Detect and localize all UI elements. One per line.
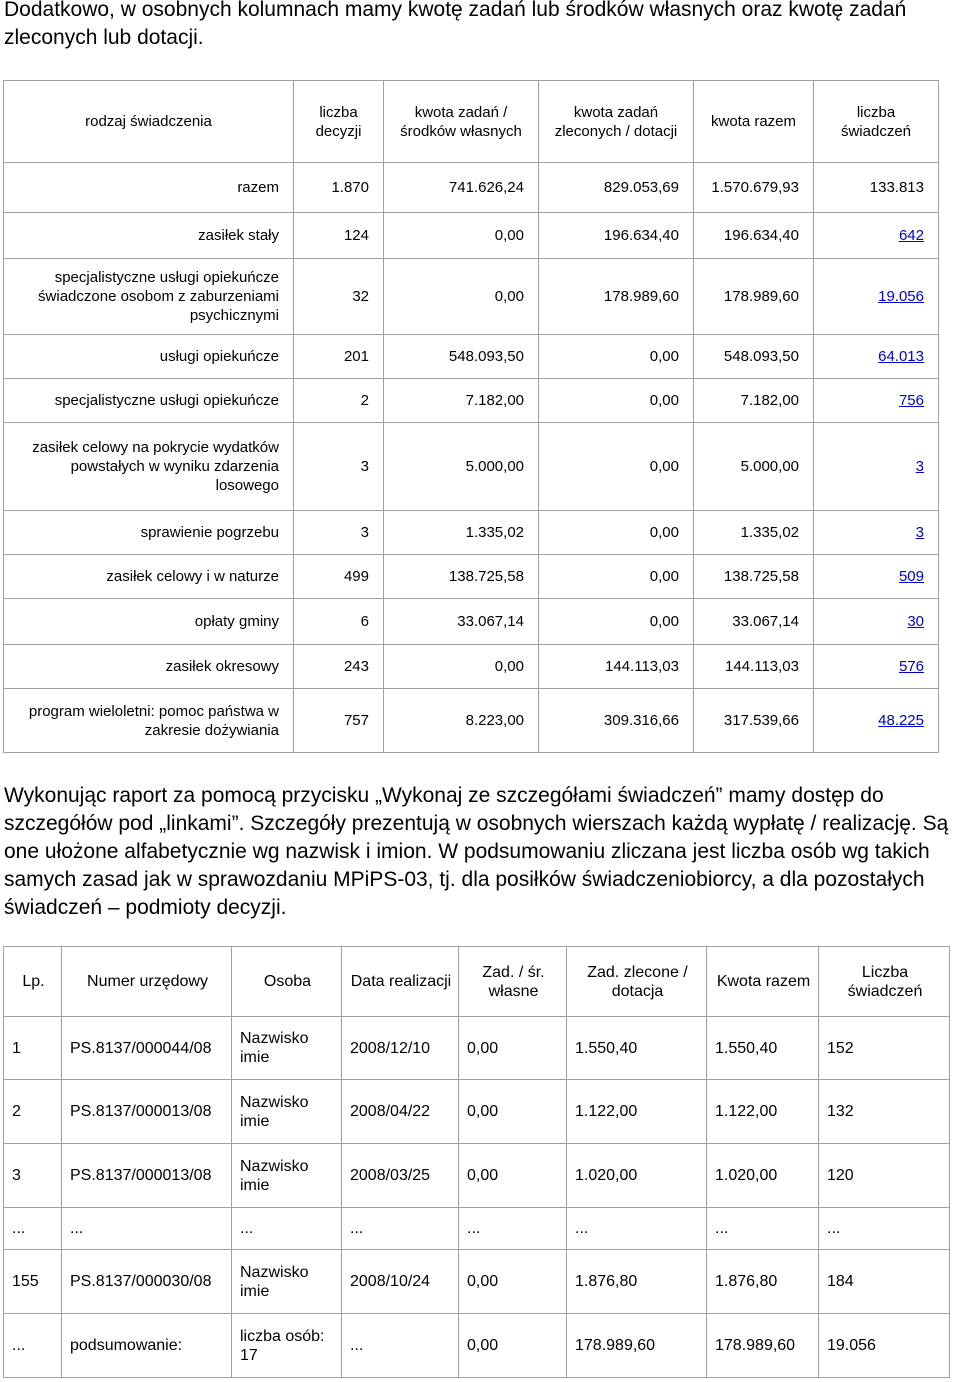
benefit-count-link[interactable]: 19.056 bbox=[878, 288, 924, 305]
table-cell: PS.8137/000044/08 bbox=[62, 1017, 232, 1080]
table-cell: 0,00 bbox=[384, 259, 539, 335]
table-cell bbox=[814, 511, 939, 555]
table-cell: 1.020,00 bbox=[707, 1144, 819, 1208]
table-cell: sprawienie pogrzebu bbox=[4, 511, 294, 555]
table-cell: 178.989,60 bbox=[694, 259, 814, 335]
table-cell bbox=[814, 645, 939, 689]
table-cell: PS.8137/000030/08 bbox=[62, 1250, 232, 1314]
table-cell: specjalistyczne usługi opiekuńcze bbox=[4, 379, 294, 423]
table-cell: 548.093,50 bbox=[384, 335, 539, 379]
table-cell: ... bbox=[819, 1208, 950, 1250]
table-cell: 0,00 bbox=[459, 1144, 567, 1208]
table-cell: 2 bbox=[294, 379, 384, 423]
table-row bbox=[4, 163, 939, 213]
table-cell: 132 bbox=[819, 1080, 950, 1144]
table-cell: 144.113,03 bbox=[694, 645, 814, 689]
table-cell: liczba osób: 17 bbox=[232, 1314, 342, 1378]
table-cell: 201 bbox=[294, 335, 384, 379]
table-cell: PS.8137/000013/08 bbox=[62, 1080, 232, 1144]
table-row bbox=[4, 423, 939, 511]
table-cell: ... bbox=[707, 1208, 819, 1250]
column-header: kwota zadań zleconych / dotacji bbox=[539, 81, 694, 163]
table-row bbox=[4, 259, 939, 335]
table-cell: 2008/12/10 bbox=[342, 1017, 459, 1080]
table-cell: 309.316,66 bbox=[539, 689, 694, 753]
table-cell bbox=[814, 689, 939, 753]
table-cell: 32 bbox=[294, 259, 384, 335]
table-cell: PS.8137/000013/08 bbox=[62, 1144, 232, 1208]
table-row bbox=[4, 1314, 950, 1378]
table-cell: 178.989,60 bbox=[567, 1314, 707, 1378]
table-row bbox=[4, 213, 939, 259]
table-cell bbox=[814, 599, 939, 645]
table-cell: ... bbox=[567, 1208, 707, 1250]
table-row bbox=[4, 335, 939, 379]
intro-paragraph: Dodatkowo, w osobnych kolumnach mamy kwotę zadań lub środków własnych oraz kwotę zadań zleconych lub dotacji. bbox=[4, 0, 907, 49]
table-cell: 0,00 bbox=[384, 213, 539, 259]
table-cell: 0,00 bbox=[459, 1250, 567, 1314]
description-paragraph: Wykonując raport za pomocą przycisku „Wykonaj ze szczegółami świadczeń” mamy dostęp do szczegółów pod „linkami”. Szczegóły prezentują w osobnych wierszach każdą wypłatę / realizację. Są one ułożone alfabetycznie wg nazwisk i imion. W podsumowaniu zliczana jest liczba osób wg takich samych zasad jak w sprawozdaniu MPiPS-03, tj. dla posiłków świadczeniobiorcy, a dla pozostałych świadczeń – podmioty decyzji. bbox=[4, 784, 949, 919]
table-cell: 1.122,00 bbox=[567, 1080, 707, 1144]
table-header-row bbox=[4, 947, 950, 1017]
table-cell: program wieloletni: pomoc państwa w zakresie dożywiania bbox=[4, 689, 294, 753]
table-cell: 3 bbox=[294, 423, 384, 511]
table-cell: 5.000,00 bbox=[384, 423, 539, 511]
table-cell: 741.626,24 bbox=[384, 163, 539, 213]
table-cell: ... bbox=[342, 1208, 459, 1250]
table-header-row bbox=[4, 81, 939, 163]
table-cell: opłaty gminy bbox=[4, 599, 294, 645]
table-cell: 120 bbox=[819, 1144, 950, 1208]
table-cell: 19.056 bbox=[819, 1314, 950, 1378]
table-cell: 0,00 bbox=[539, 379, 694, 423]
table-cell: 1 bbox=[4, 1017, 62, 1080]
table-cell: 243 bbox=[294, 645, 384, 689]
column-header: Liczba świadczeń bbox=[819, 947, 950, 1017]
table-row bbox=[4, 379, 939, 423]
table-cell: Nazwisko imie bbox=[232, 1017, 342, 1080]
table-cell bbox=[814, 379, 939, 423]
table-cell: 0,00 bbox=[539, 555, 694, 599]
table-row bbox=[4, 511, 939, 555]
table-cell: 317.539,66 bbox=[694, 689, 814, 753]
table-cell: razem bbox=[4, 163, 294, 213]
table-cell: 138.725,58 bbox=[384, 555, 539, 599]
benefit-count-link[interactable]: 64.013 bbox=[878, 348, 924, 365]
table-cell bbox=[814, 335, 939, 379]
table-cell: 499 bbox=[294, 555, 384, 599]
table-cell: zasiłek celowy na pokrycie wydatków powstałych w wyniku zdarzenia losowego bbox=[4, 423, 294, 511]
table-cell: 196.634,40 bbox=[539, 213, 694, 259]
benefit-count-link[interactable]: 576 bbox=[898, 658, 924, 675]
table-cell: usługi opiekuńcze bbox=[4, 335, 294, 379]
column-header: kwota zadań / środków własnych bbox=[384, 81, 539, 163]
table-cell: 2008/10/24 bbox=[342, 1250, 459, 1314]
table-cell: 155 bbox=[4, 1250, 62, 1314]
table-row bbox=[4, 1208, 950, 1250]
table-cell: 8.223,00 bbox=[384, 689, 539, 753]
benefit-count-link[interactable]: 48.225 bbox=[878, 712, 924, 729]
table-row bbox=[4, 1144, 950, 1208]
column-header: Kwota razem bbox=[707, 947, 819, 1017]
column-header: Osoba bbox=[232, 947, 342, 1017]
table-cell: 1.550,40 bbox=[567, 1017, 707, 1080]
table-cell: 0,00 bbox=[459, 1080, 567, 1144]
table-cell: 33.067,14 bbox=[694, 599, 814, 645]
table-cell: Nazwisko imie bbox=[232, 1144, 342, 1208]
table-cell: 1.870 bbox=[294, 163, 384, 213]
table-cell bbox=[814, 555, 939, 599]
table-cell: 178.989,60 bbox=[707, 1314, 819, 1378]
table-cell: 1.876,80 bbox=[707, 1250, 819, 1314]
benefits-summary-table bbox=[3, 80, 939, 753]
table-cell: 0,00 bbox=[539, 511, 694, 555]
table-cell: 7.182,00 bbox=[694, 379, 814, 423]
benefit-count-link[interactable]: 3 bbox=[915, 524, 924, 541]
table-cell: ... bbox=[62, 1208, 232, 1250]
table-cell: 124 bbox=[294, 213, 384, 259]
table-cell: 0,00 bbox=[539, 599, 694, 645]
table-row bbox=[4, 599, 939, 645]
table-cell: Nazwisko imie bbox=[232, 1080, 342, 1144]
table-cell: ... bbox=[459, 1208, 567, 1250]
table-cell: 178.989,60 bbox=[539, 259, 694, 335]
table-cell: 0,00 bbox=[459, 1017, 567, 1080]
table-cell: 1.876,80 bbox=[567, 1250, 707, 1314]
benefit-details-table bbox=[3, 946, 950, 1378]
table-cell: 1.570.679,93 bbox=[694, 163, 814, 213]
table-cell: 0,00 bbox=[539, 335, 694, 379]
table-cell: zasiłek okresowy bbox=[4, 645, 294, 689]
benefit-count-link[interactable]: 756 bbox=[898, 392, 924, 409]
table-cell: 144.113,03 bbox=[539, 645, 694, 689]
table-cell: 2008/03/25 bbox=[342, 1144, 459, 1208]
table-cell: ... bbox=[342, 1314, 459, 1378]
column-header: rodzaj świadczenia bbox=[4, 81, 294, 163]
table-cell: 1.335,02 bbox=[384, 511, 539, 555]
table-cell: zasiłek celowy i w naturze bbox=[4, 555, 294, 599]
column-header: Zad. zlecone / dotacja bbox=[567, 947, 707, 1017]
table-cell: 5.000,00 bbox=[694, 423, 814, 511]
table-cell: 184 bbox=[819, 1250, 950, 1314]
table-cell bbox=[814, 423, 939, 511]
table-cell: podsumowanie: bbox=[62, 1314, 232, 1378]
table-cell: 133.813 bbox=[814, 163, 939, 213]
table-cell: 548.093,50 bbox=[694, 335, 814, 379]
table-cell: 138.725,58 bbox=[694, 555, 814, 599]
table-cell: 2 bbox=[4, 1080, 62, 1144]
table-cell bbox=[814, 213, 939, 259]
column-header: liczba decyzji bbox=[294, 81, 384, 163]
table-cell: ... bbox=[4, 1314, 62, 1378]
column-header: Data realizacji bbox=[342, 947, 459, 1017]
benefit-count-link[interactable]: 30 bbox=[907, 613, 924, 630]
table-row bbox=[4, 645, 939, 689]
benefit-count-link[interactable]: 509 bbox=[898, 568, 924, 585]
column-header: kwota razem bbox=[694, 81, 814, 163]
table-cell: 0,00 bbox=[459, 1314, 567, 1378]
table-cell: 757 bbox=[294, 689, 384, 753]
benefit-count-link[interactable]: 3 bbox=[915, 458, 924, 475]
table-row bbox=[4, 689, 939, 753]
table-row bbox=[4, 555, 939, 599]
table-cell: ... bbox=[232, 1208, 342, 1250]
column-header: Numer urzędowy bbox=[62, 947, 232, 1017]
table-cell bbox=[814, 259, 939, 335]
table-cell: 0,00 bbox=[384, 645, 539, 689]
table-row bbox=[4, 1250, 950, 1314]
table-cell: 3 bbox=[4, 1144, 62, 1208]
table-cell: 829.053,69 bbox=[539, 163, 694, 213]
table-cell: 1.020,00 bbox=[567, 1144, 707, 1208]
column-header: Zad. / śr. własne bbox=[459, 947, 567, 1017]
table-cell: 1.122,00 bbox=[707, 1080, 819, 1144]
table-cell: Nazwisko imie bbox=[232, 1250, 342, 1314]
benefit-count-link[interactable]: 642 bbox=[898, 227, 924, 244]
table-cell: 7.182,00 bbox=[384, 379, 539, 423]
column-header: liczba świadczeń bbox=[814, 81, 939, 163]
table-cell: 1.550,40 bbox=[707, 1017, 819, 1080]
table-cell: 6 bbox=[294, 599, 384, 645]
table-cell: zasiłek stały bbox=[4, 213, 294, 259]
column-header: Lp. bbox=[4, 947, 62, 1017]
table-cell: 33.067,14 bbox=[384, 599, 539, 645]
table-row bbox=[4, 1080, 950, 1144]
table-cell: specjalistyczne usługi opiekuńcze świadczone osobom z zaburzeniami psychicznymi bbox=[4, 259, 294, 335]
table-cell: 3 bbox=[294, 511, 384, 555]
table-row bbox=[4, 1017, 950, 1080]
table-cell: ... bbox=[4, 1208, 62, 1250]
table-cell: 152 bbox=[819, 1017, 950, 1080]
table-cell: 196.634,40 bbox=[694, 213, 814, 259]
table-cell: 0,00 bbox=[539, 423, 694, 511]
table-cell: 1.335,02 bbox=[694, 511, 814, 555]
table-cell: 2008/04/22 bbox=[342, 1080, 459, 1144]
